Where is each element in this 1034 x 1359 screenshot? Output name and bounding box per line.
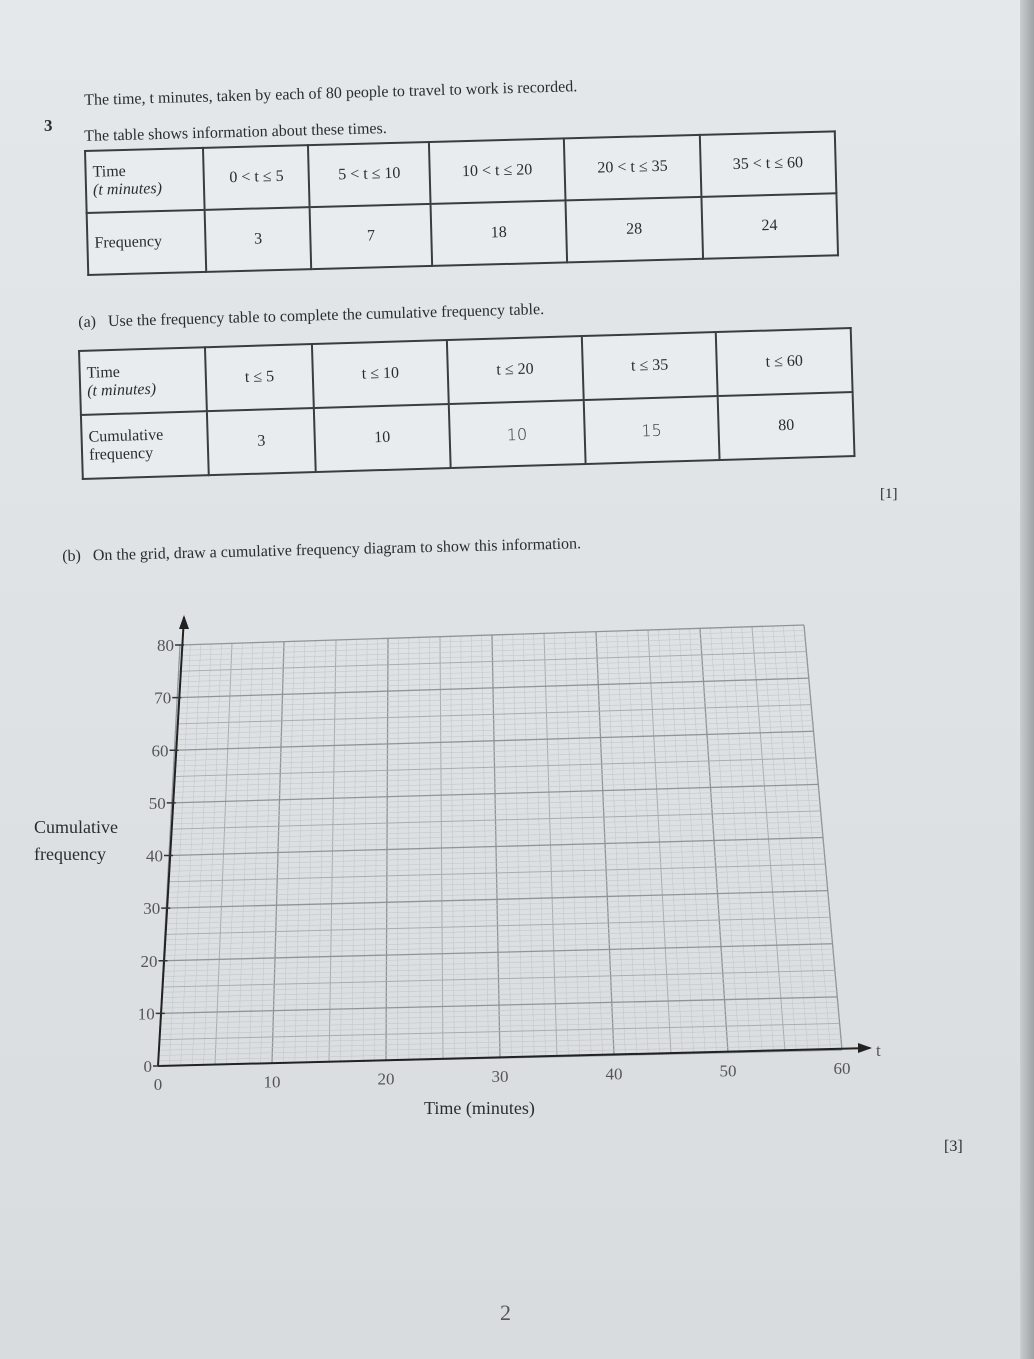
question-intro-line-1: The time, t minutes, taken by each of 80 people to travel to work is recorded. <box>84 78 578 109</box>
y-axis-label-line-1: Cumulative <box>34 817 118 837</box>
grid-lines <box>158 625 842 1066</box>
part-b-label: (b) <box>62 547 82 565</box>
cf-cell-printed[interactable]: 80 <box>718 392 855 460</box>
x-tick-label: 0 <box>153 1075 163 1094</box>
question-intro-line-2: The table shows information about these times. <box>84 120 387 145</box>
cf-cell-printed[interactable]: 3 <box>207 408 316 475</box>
y-axis-label-line-2: frequency <box>34 844 106 864</box>
part-b-text: On the grid, draw a cumulative frequency diagram to show this information. <box>92 535 582 565</box>
interval-cell: t ≤ 35 <box>581 332 718 400</box>
x-axis-label: Time (minutes) <box>424 1098 535 1118</box>
frequency-cell: 24 <box>701 193 838 259</box>
x-tick-label: 10 <box>263 1072 281 1092</box>
part-a-label: (a) <box>78 313 97 331</box>
interval-cell: t ≤ 10 <box>312 340 449 408</box>
cf-cell-printed[interactable]: 10 <box>314 404 451 472</box>
x-axis-symbol: t <box>876 1041 881 1060</box>
y-axis-arrow <box>179 615 189 629</box>
cf-header-line-1: Cumulative <box>88 426 164 446</box>
question-number: 3 <box>44 116 53 135</box>
y-tick-label: 0 <box>143 1057 152 1076</box>
x-axis-arrow <box>858 1043 872 1053</box>
y-tick-label: 10 <box>137 1004 155 1024</box>
y-tick-label: 40 <box>146 846 163 866</box>
time-header-unit: (t minutes) <box>86 380 157 400</box>
y-tick-label: 50 <box>148 793 166 813</box>
x-tick-label: 50 <box>719 1061 737 1081</box>
interval-cell: 5 < t ≤ 10 <box>308 142 430 207</box>
frequency-cell: 28 <box>566 197 703 263</box>
interval-cell: 0 < t ≤ 5 <box>203 145 310 210</box>
y-tick-label: 20 <box>140 951 158 971</box>
y-tick-label: 30 <box>143 899 161 919</box>
cf-cell-handwritten[interactable]: 10 <box>449 400 586 468</box>
y-axis-label <box>34 814 118 868</box>
frequency-cell: 7 <box>310 204 432 269</box>
interval-cell: t ≤ 5 <box>205 344 314 411</box>
x-tick-label: 60 <box>833 1059 851 1078</box>
interval-cell: 10 < t ≤ 20 <box>429 138 566 204</box>
frequency-cell: 3 <box>205 207 312 272</box>
part-a-text: Use the frequency table to complete the cumulative frequency table. <box>107 300 545 331</box>
time-header-unit: (t minutes) <box>92 179 163 199</box>
x-tick-label: 20 <box>377 1069 395 1089</box>
part-a-marks: [1] <box>880 486 898 502</box>
time-header-label: Time <box>92 162 127 181</box>
interval-cell: 35 < t ≤ 60 <box>699 131 836 197</box>
interval-cell: t ≤ 60 <box>716 328 853 396</box>
y-tick-label: 60 <box>151 741 169 761</box>
x-tick-label: 40 <box>605 1064 623 1084</box>
y-axis-line <box>158 617 184 1066</box>
frequency-header-cell: Frequency <box>87 210 207 275</box>
interval-cell: t ≤ 20 <box>447 336 584 404</box>
x-tick-label: 30 <box>491 1067 509 1086</box>
cf-cell-handwritten[interactable]: 15 <box>583 396 720 464</box>
cf-header-line-2: frequency <box>88 444 154 464</box>
part-b-marks: [3] <box>944 1138 963 1155</box>
time-header-label: Time <box>86 363 121 382</box>
x-axis-line <box>158 1048 870 1066</box>
frequency-cell: 18 <box>430 200 567 266</box>
y-tick-label: 80 <box>157 636 174 655</box>
y-tick-label: 70 <box>154 688 172 708</box>
interval-cell: 20 < t ≤ 35 <box>564 135 701 201</box>
page-number: 2 <box>500 1300 511 1325</box>
